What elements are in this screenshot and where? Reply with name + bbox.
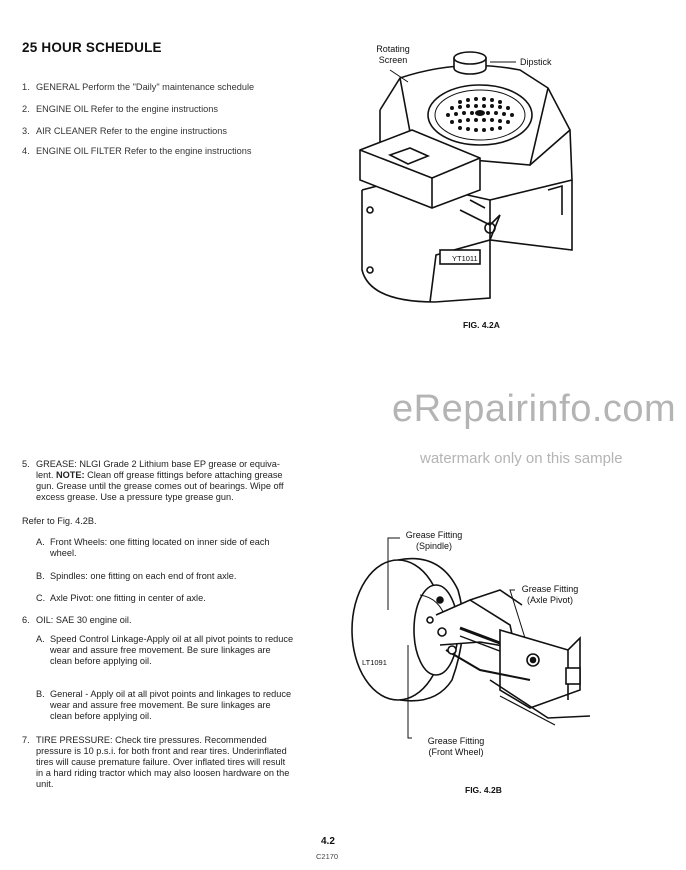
item-text: ENGINE OIL Refer to the engine instructions: [36, 104, 218, 114]
callout-spindle: [398, 530, 470, 552]
part-code-lt1091: LT1091: [362, 658, 387, 667]
item-letter: B.: [36, 571, 45, 581]
item-tire-pressure: [22, 735, 294, 790]
item-number: 1.: [22, 82, 30, 92]
grease-item-axle-pivot: [36, 593, 294, 604]
item-text: Axle Pivot: one fitting in center of axle.: [50, 593, 206, 603]
callout-axle-sub: (Axle Pivot): [526, 595, 573, 605]
item-number: 3.: [22, 126, 30, 136]
watermark-sub: watermark only on this sample: [420, 450, 623, 467]
callout-spindle-title: Grease Fitting: [405, 530, 463, 540]
schedule-item-general: [22, 82, 254, 92]
oil-item-speed-control: [36, 634, 294, 667]
schedule-item-oil-filter: [22, 146, 251, 156]
schedule-item-air-cleaner: [22, 126, 227, 136]
item-text: AIR CLEANER Refer to the engine instructions: [36, 126, 227, 136]
item-text: OIL: SAE 30 engine oil.: [36, 615, 132, 625]
callout-rotating-screen: Rotating Screen: [376, 44, 410, 65]
callout-wheel-title: Grease Fitting: [427, 736, 485, 746]
page-heading: 25 HOUR SCHEDULE: [22, 40, 162, 55]
refer-to-figure: Refer to Fig. 4.2B.: [22, 516, 97, 526]
callout-wheel-sub: (Front Wheel): [428, 747, 484, 757]
callout-front-wheel: [416, 736, 496, 758]
item-text: ENGINE OIL FILTER Refer to the engine instructions: [36, 146, 252, 156]
front-axle-illustration: [340, 520, 590, 760]
callout-axle-pivot: [512, 584, 588, 606]
item-text: GENERAL Perform the "Daily" maintenance schedule: [36, 82, 255, 92]
grease-item-spindles: [36, 571, 294, 582]
item-text: Front Wheels: one fitting located on inner side of each wheel.: [50, 537, 270, 558]
callout-dipstick: Dipstick: [520, 57, 552, 67]
item-number: 7.: [22, 735, 30, 745]
item-letter: B.: [36, 689, 45, 699]
figure-label-4-2a: FIG. 4.2A: [463, 320, 500, 330]
note-label: NOTE:: [55, 470, 85, 480]
oil-item-general: [36, 689, 294, 722]
item-text: General - Apply oil at all pivot points and linkages to reduce wear and assure free movement. Be sure linkages are clean before applying oil.: [50, 689, 292, 721]
grease-lead-text: GREASE: NLGI Grade 2 Lithium base EP grease or equiva-lent.: [36, 459, 280, 480]
watermark-main: eRepairinfo.com: [392, 388, 677, 430]
item-oil: [22, 615, 132, 626]
item-text: TIRE PRESSURE: Check tire pressures. Recommended pressure is 10 p.s.i. for both front and rear tires. Underinflated tires will cause premature failure. Over inflated tires will result in a hard riding tractor which may also loosen hardware on the unit.: [36, 735, 290, 789]
item-number: 4.: [22, 146, 30, 156]
document-code: C2170: [316, 852, 339, 861]
callout-axle-title: Grease Fitting: [521, 584, 579, 594]
page-number: 4.2: [321, 836, 335, 847]
engine-illustration: [340, 40, 600, 320]
item-number: 5.: [22, 459, 30, 469]
callout-spindle-sub: (Spindle): [415, 541, 453, 551]
item-text: Speed Control Linkage-Apply oil at all pivot points to reduce wear and assure free movement. Be sure linkages are clean before applying oil.: [50, 634, 294, 666]
item-grease: [22, 459, 294, 503]
item-number: 6.: [22, 615, 30, 625]
schedule-item-engine-oil: [22, 104, 218, 114]
item-letter: C.: [36, 593, 46, 603]
item-letter: A.: [36, 634, 45, 644]
part-code-yt1011: YT1011: [452, 254, 478, 263]
note-text: Clean off grease fittings before attaching grease gun. Grease until the grease comes out of bearings. Wipe off excess grease. Use a pressure type grease gun.: [36, 470, 284, 502]
item-letter: A.: [36, 537, 45, 547]
grease-item-front-wheels: [36, 537, 294, 559]
figure-label-4-2b: FIG. 4.2B: [465, 785, 502, 795]
item-number: 2.: [22, 104, 30, 114]
item-text: Spindles: one fitting on each end of front axle.: [50, 571, 237, 581]
